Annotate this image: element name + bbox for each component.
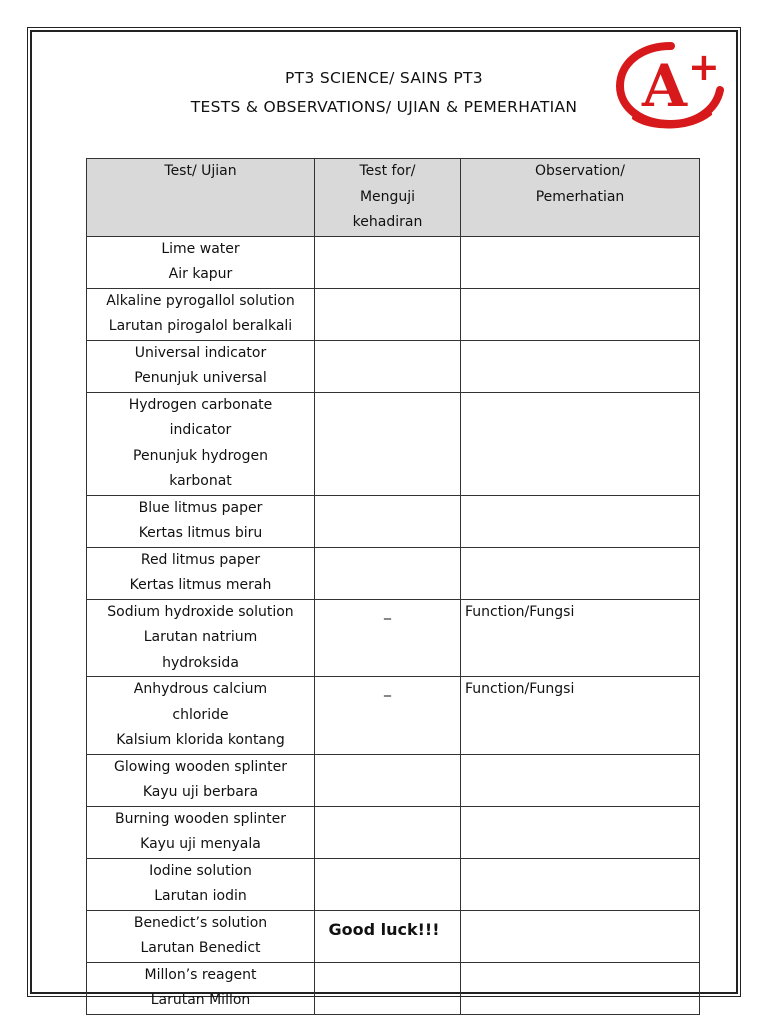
test-name-line: Alkaline pyrogallol solution	[106, 292, 295, 309]
table-row	[87, 547, 700, 599]
document-subtitle: TESTS & OBSERVATIONS/ UJIAN & PEMERHATIAN	[190, 98, 578, 116]
test-name-line: chloride	[172, 706, 229, 723]
test-for-cell	[315, 340, 461, 392]
test-name-line: Kalsium klorida kontang	[116, 732, 285, 748]
table-row	[87, 288, 700, 340]
test-name-line: Larutan iodin	[154, 888, 247, 904]
table-row	[87, 599, 700, 677]
test-name-line: Millon’s reagent	[144, 966, 257, 983]
a-plus-logo	[612, 38, 730, 130]
test-name-cell	[87, 754, 315, 806]
observation-cell	[461, 288, 700, 340]
test-for-cell	[315, 495, 461, 547]
good-luck-message: Good luck!!!	[328, 920, 440, 939]
test-name-cell	[87, 288, 315, 340]
table-row	[87, 806, 700, 858]
observation-cell	[461, 547, 700, 599]
test-name-line: Larutan Benedict	[140, 940, 261, 956]
test-name-line: karbonat	[169, 473, 232, 489]
test-name-line: Kertas litmus merah	[129, 577, 272, 593]
table-row	[87, 495, 700, 547]
test-name-cell	[87, 677, 315, 755]
test-name-cell	[87, 495, 315, 547]
test-name-cell	[87, 599, 315, 677]
test-name-line: Iodine solution	[149, 862, 252, 879]
svg-text:+: +	[688, 45, 720, 89]
test-for-cell	[315, 547, 461, 599]
document-title: PT3 SCIENCE/ SAINS PT3	[285, 69, 483, 87]
header-line: kehadiran	[352, 214, 423, 230]
test-name-line: Hydrogen carbonate	[128, 396, 273, 413]
test-name-line: Penunjuk universal	[134, 370, 267, 386]
table-row	[87, 858, 700, 910]
test-name-line: indicator	[169, 422, 232, 438]
test-name-cell	[87, 858, 315, 910]
table-row	[87, 392, 700, 495]
header-line: Menguji	[359, 188, 416, 205]
test-name-line: Benedict’s solution	[133, 914, 268, 931]
test-name-line: Larutan Millon	[150, 992, 251, 1008]
column-header-observation	[461, 159, 700, 237]
observation-cell: Function/Fungsi	[461, 677, 700, 755]
test-name-line: Air kapur	[168, 266, 233, 282]
test-name-line: Glowing wooden splinter	[114, 758, 287, 775]
column-header-test-for	[315, 159, 461, 237]
header-line: Pemerhatian	[535, 188, 625, 205]
test-name-cell	[87, 962, 315, 1014]
test-for-cell	[315, 962, 461, 1014]
test-name-line: Larutan pirogalol beralkali	[108, 318, 293, 334]
test-name-line: Kertas litmus biru	[138, 525, 263, 541]
observation-cell	[461, 495, 700, 547]
test-for-cell	[315, 236, 461, 288]
test-name-line: Sodium hydroxide solution	[107, 603, 294, 620]
test-name-line: hydroksida	[162, 654, 239, 671]
test-for-cell	[315, 858, 461, 910]
test-for-cell: _	[315, 599, 461, 677]
observation-cell	[461, 806, 700, 858]
header-line: Test for/	[359, 163, 416, 179]
test-name-line: Larutan natrium	[143, 629, 258, 645]
test-name-cell	[87, 547, 315, 599]
test-for-cell	[315, 288, 461, 340]
table-row	[87, 754, 700, 806]
table-body	[87, 236, 700, 1014]
column-header-test	[87, 159, 315, 237]
observation-cell	[461, 340, 700, 392]
test-name-line: Burning wooden splinter	[114, 810, 287, 827]
test-name-line: Universal indicator	[134, 344, 267, 361]
test-name-line: Anhydrous calcium	[133, 681, 268, 697]
logo-letter: A	[642, 52, 688, 120]
observation-cell	[461, 392, 700, 495]
observation-cell	[461, 962, 700, 1014]
test-name-line: Red litmus paper	[140, 551, 261, 568]
table-row	[87, 962, 700, 1014]
test-name-line: Kayu uji menyala	[140, 836, 261, 852]
test-name-line: Blue litmus paper	[138, 499, 263, 516]
test-for-cell: _	[315, 677, 461, 755]
header-line: Test/ Ujian	[164, 163, 237, 179]
test-name-line: Lime water	[161, 240, 240, 257]
observation-cell: Function/Fungsi	[461, 599, 700, 677]
header-line: Observation/	[535, 163, 625, 179]
test-name-cell	[87, 236, 315, 288]
observation-cell	[461, 236, 700, 288]
test-for-cell	[315, 754, 461, 806]
test-name-line: Penunjuk hydrogen	[133, 447, 268, 464]
table-header-row	[87, 159, 700, 237]
table-row	[87, 340, 700, 392]
test-name-cell	[87, 340, 315, 392]
test-for-cell	[315, 806, 461, 858]
table-row	[87, 236, 700, 288]
test-name-cell	[87, 392, 315, 495]
tests-table	[86, 158, 700, 1015]
observation-cell	[461, 858, 700, 910]
observation-cell	[461, 754, 700, 806]
test-name-line: Kayu uji berbara	[142, 784, 259, 800]
test-for-cell	[315, 392, 461, 495]
table-row	[87, 677, 700, 755]
test-name-cell	[87, 806, 315, 858]
